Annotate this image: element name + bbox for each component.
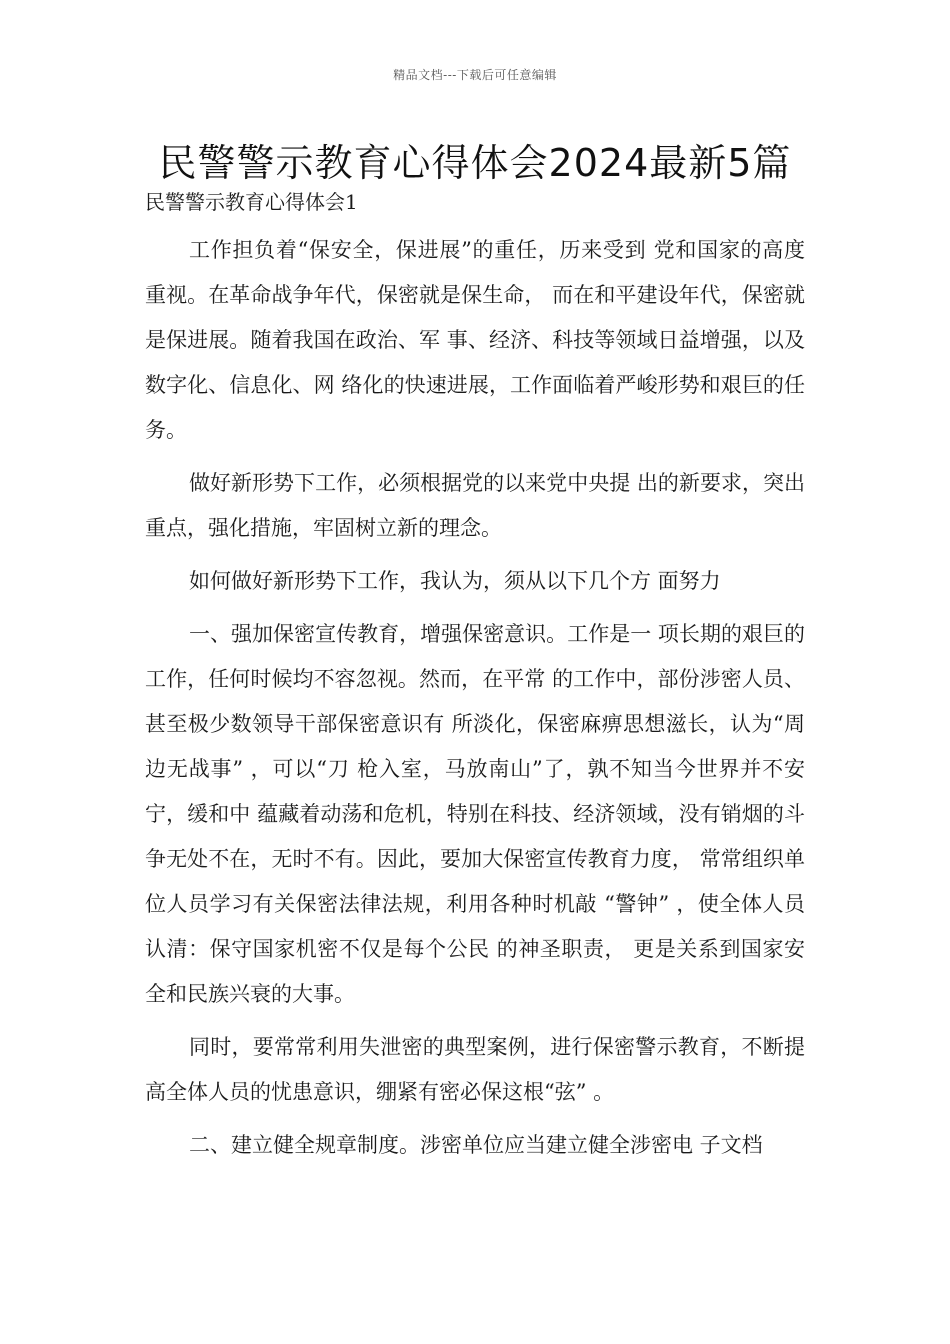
paragraph: 做好新形势下工作，必须根据党的以来党中央提 出的新要求，突出重点，强化措施，牢固树立新的理念。: [145, 471, 805, 540]
header-note: 精品文档---下载后可任意编辑: [393, 68, 557, 82]
paragraph: 二、建立健全规章制度。涉密单位应当建立健全涉密电 子文档: [189, 1133, 763, 1157]
document-body: [145, 228, 805, 1176]
paragraph: 一、强加保密宣传教育，增强保密意识。工作是一 项长期的艰巨的工作，任何时候均不容忽视。然而，在平常 的工作中，部份涉密人员、甚至极少数领导干部保密意识有 所淡化，保密麻痹思想滋长，认为“周边无战事” ，可以“刀 枪入室，马放南山”了，孰不知当今世界并不安宁，缓和中 蕴藏着动荡和危机，特别在科技、经济领域，没有销烟的斗 争无处不在，无时不有。因此，要加大保密宣传教育力度， 常常组织单位人员学习有关保密法律法规，利用各种时机敲 “警钟” ，使全体人员认清：保守国家机密不仅是每个公民 的神圣职责， 更是关系到国家安全和民族兴衰的大事。: [145, 622, 805, 1006]
paragraph: 同时，要常常利用失泄密的典型案例，进行保密警示教育，不断提 高全体人员的忧患意识，绷紧有密必保这根“弦” 。: [145, 1035, 805, 1104]
paragraph: 工作担负着“保安全，保进展”的重任，历来受到 党和国家的高度重视。在革命战争年代，保密就是保生命， 而在和平建设年代，保密就是保进展。随着我国在政治、军 事、经济、科技等领域日益增强，以及数字化、信息化、网 络化的快速进展，工作面临着严峻形势和艰巨的任务。: [145, 238, 805, 442]
document-title: 民警警示教育心得体会2024最新5篇: [158, 141, 792, 185]
section-title: 民警警示教育心得体会1: [145, 190, 358, 214]
paragraph: 如何做好新形势下工作，我认为，须从以下几个方 面努力: [189, 569, 721, 593]
